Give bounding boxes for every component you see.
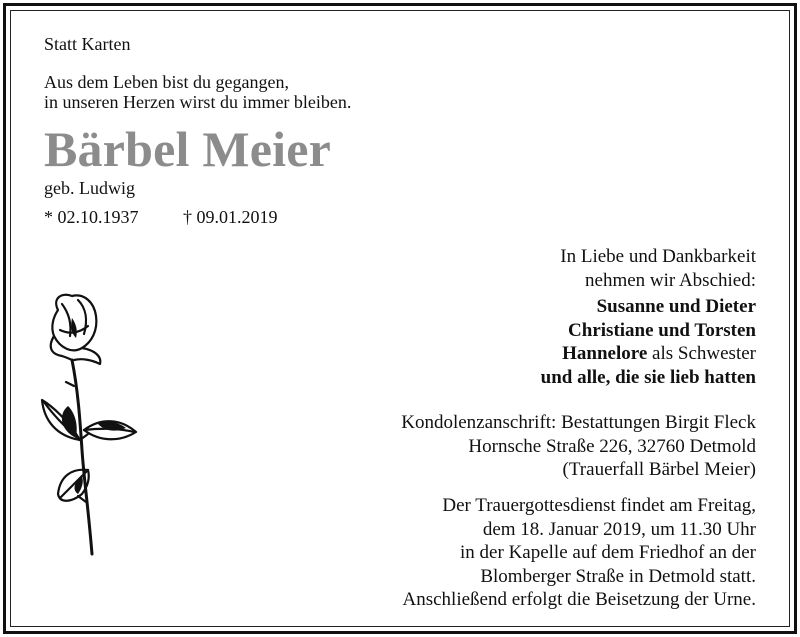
mourners-block bbox=[541, 245, 756, 389]
death-date: † 09.01.2019 bbox=[183, 207, 278, 227]
family-3 bbox=[541, 342, 756, 366]
verse-line-1: Aus dem Leben bist du gegangen, bbox=[44, 72, 289, 92]
family-1: Susanne und Dieter bbox=[596, 296, 756, 317]
mourners-intro-2: nehmen wir Abschied: bbox=[585, 269, 756, 291]
deceased-name: Bärbel Meier bbox=[44, 121, 331, 177]
service-line-4: Blomberger Straße in Detmold statt. bbox=[480, 565, 756, 587]
condolence-line-3: (Trauerfall Bärbel Meier) bbox=[562, 459, 756, 480]
service-line-3: in der Kapelle auf dem Friedhof an der bbox=[460, 542, 756, 563]
condolence-block bbox=[401, 411, 756, 482]
family-3-name: Hannelore bbox=[562, 343, 648, 364]
service-line-1: Der Trauergottesdienst findet am Freitag, bbox=[442, 495, 756, 516]
service-block bbox=[403, 494, 757, 612]
verse-line-2: in unseren Herzen wirst du immer bleiben. bbox=[44, 92, 352, 112]
condolence-line-2: Hornsche Straße 226, 32760 Detmold bbox=[468, 435, 756, 457]
intro-text: Statt Karten bbox=[44, 34, 131, 54]
condolence-line-1: Kondolenzanschrift: Bestattungen Birgit Fleck bbox=[401, 412, 756, 433]
mourners-intro-1: In Liebe und Dankbarkeit bbox=[560, 246, 756, 267]
family-2: Christiane und Torsten bbox=[568, 319, 756, 341]
birth-date: * 02.10.1937 bbox=[44, 207, 139, 227]
family-3-suffix: als Schwester bbox=[647, 343, 756, 364]
rose-icon bbox=[38, 290, 142, 558]
birth-name: geb. Ludwig bbox=[44, 178, 135, 198]
family-4: und alle, die sie lieb hatten bbox=[540, 366, 756, 388]
service-line-2: dem 18. Januar 2019, um 11.30 Uhr bbox=[482, 518, 756, 540]
service-line-5: Anschließend erfolgt die Beisetzung der Urne. bbox=[402, 589, 756, 610]
